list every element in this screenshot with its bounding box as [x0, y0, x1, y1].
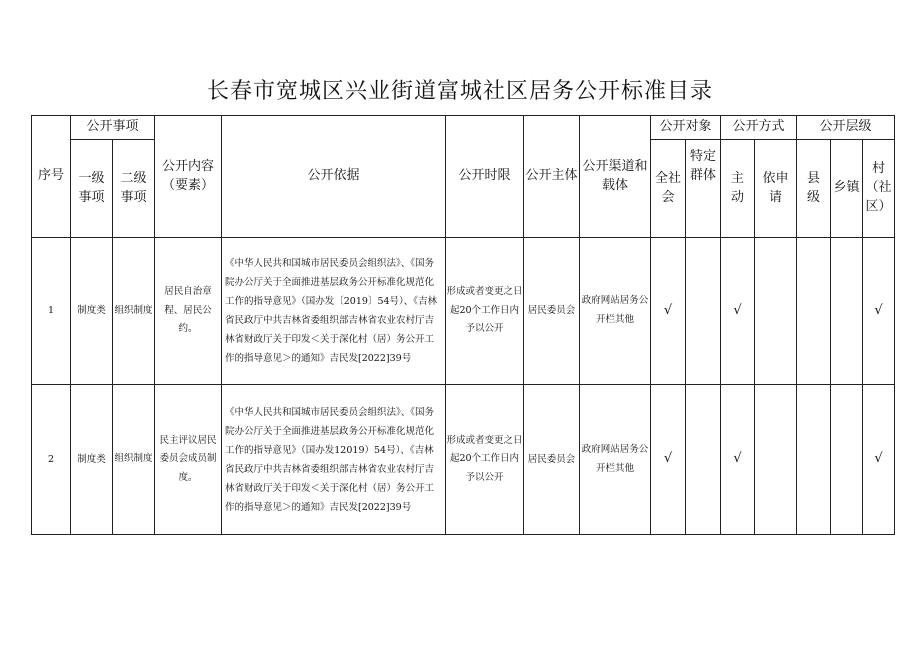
- row-basis: 《中华人民共和国城市居民委员会组织法》、《国务院办公厅关于全面推进基层政务公开标准化规范化工作的指导意见》（国办发12019）54号）、《吉林省民政厅中共吉林省委组织部吉林省农业农村厅吉林省财政厅关于印发＜关于深化村（居）务公开工作的指导意见＞的通知》吉民发[2022]39号: [222, 385, 446, 535]
- row-method-active-check: √: [721, 385, 755, 535]
- header-subject: 公开主体: [524, 116, 580, 238]
- header-method-group: 公开方式: [721, 116, 797, 140]
- header-level-county: 县 级: [797, 140, 831, 238]
- row-level-village-check: √: [863, 238, 895, 385]
- row-level1: 制度类: [71, 385, 113, 535]
- row-method-active-check: √: [721, 238, 755, 385]
- row-level2: 组织制度: [113, 238, 155, 385]
- row-seq: 1: [32, 238, 71, 385]
- header-target-specific: 特定 群体: [686, 140, 721, 238]
- header-level-village: 村 （社 区）: [863, 140, 895, 238]
- row-level-town-check: [831, 385, 863, 535]
- header-level1: 一级 事项: [71, 140, 113, 238]
- header-level-town: 乡镇: [831, 140, 863, 238]
- header-target-all: 全社 会: [651, 140, 686, 238]
- row-time-limit: 形成或者变更之日起20个工作日内予以公开: [446, 385, 524, 535]
- row-method-request-check: [755, 385, 797, 535]
- header-level2: 二级 事项: [113, 140, 155, 238]
- row-target-specific-check: [686, 385, 721, 535]
- row-level-county-check: [797, 238, 831, 385]
- row-time-limit: 形成或者变更之日起20个工作日内予以公开: [446, 238, 524, 385]
- row-channel: 政府网站居务公开栏其他: [580, 385, 651, 535]
- table-row: [32, 238, 895, 385]
- table-row: [32, 385, 895, 535]
- row-seq: 2: [32, 385, 71, 535]
- row-method-request-check: [755, 238, 797, 385]
- row-content: 民主评议居民委员会成员制度。: [155, 385, 222, 535]
- header-basis: 公开依据: [222, 116, 446, 238]
- row-channel: 政府网站居务公开栏其他: [580, 238, 651, 385]
- header-seq: 序号: [32, 116, 71, 238]
- document-title: 长春市宽城区兴业街道富城社区居务公开标准目录: [206, 79, 713, 104]
- row-level-village-check: √: [863, 385, 895, 535]
- header-method-active: 主 动: [721, 140, 755, 238]
- header-level-group: 公开层级: [797, 116, 895, 140]
- row-subject: 居民委员会: [524, 238, 580, 385]
- header-target-group: 公开对象: [651, 116, 721, 140]
- row-target-all-check: √: [651, 385, 686, 535]
- header-items-group: 公开事项: [71, 116, 155, 140]
- disclosure-catalog-table: [31, 115, 895, 535]
- row-content: 居民自治章程、居民公约。: [155, 238, 222, 385]
- row-target-specific-check: [686, 238, 721, 385]
- row-basis: 《中华人民共和国城市居民委员会组织法》、《国务院办公厅关于全面推进基层政务公开标准化规范化工作的指导意见》（国办发〔2019〕54号）、《吉林省民政厅中共吉林省委组织部吉林省农业农村厅吉林省财政厅关于印发＜关于深化村（居）务公开工作的指导意见＞的通知》吉民发[2022]39号: [222, 238, 446, 385]
- header-time-limit: 公开时限: [446, 116, 524, 238]
- row-level2: 组织制度: [113, 385, 155, 535]
- header-method-request: 依申 请: [755, 140, 797, 238]
- row-subject: 居民委员会: [524, 385, 580, 535]
- header-content: 公开内容 （要素）: [155, 116, 222, 238]
- row-target-all-check: √: [651, 238, 686, 385]
- row-level-town-check: [831, 238, 863, 385]
- header-channel: 公开渠道和 载体: [580, 116, 651, 238]
- row-level-county-check: [797, 385, 831, 535]
- row-level1: 制度类: [71, 238, 113, 385]
